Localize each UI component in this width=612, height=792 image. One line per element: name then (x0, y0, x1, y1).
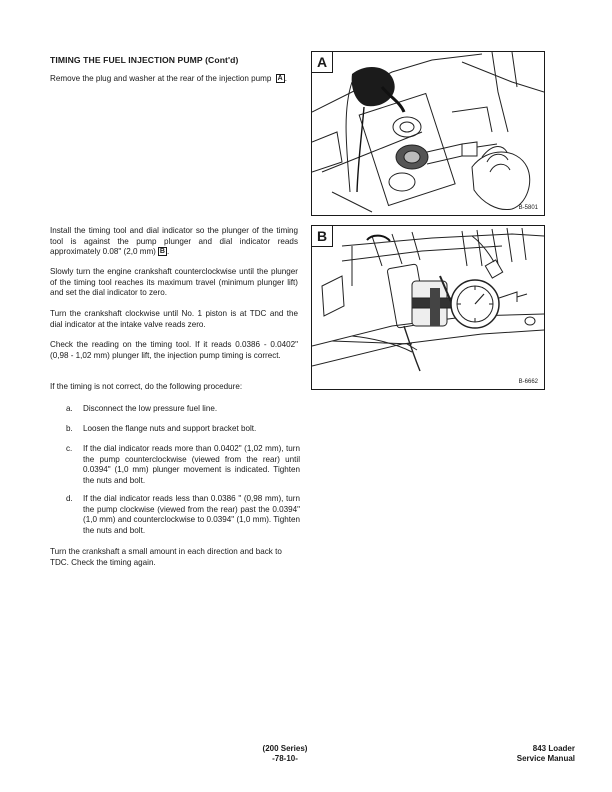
figure-b (311, 225, 545, 390)
procedure-step (66, 424, 300, 435)
install-paragraph (50, 226, 298, 258)
figure-b-code: B-6662 (518, 379, 538, 385)
figure-a-letter: A (312, 52, 333, 73)
procedure-step (66, 494, 300, 536)
step-letter: d. (66, 494, 73, 503)
injection-pump-rear-illustration (312, 52, 544, 215)
figure-a-code: B-5801 (518, 205, 538, 211)
step-letter: b. (66, 424, 73, 433)
install-text: Install the timing tool and dial indicator so the plunger of the timing tool is against the pump plunger and dial indicator reads approximately 0.08" (2,0 mm) (50, 226, 298, 257)
figure-b-letter: B (312, 226, 333, 247)
intro-paragraph (50, 74, 298, 85)
final-paragraph: Turn the crankshaft a small amount in each direction and back to TDC. Check the timing again. (50, 547, 282, 567)
step-letter: a. (66, 404, 73, 413)
crankshaft-cw-paragraph: Turn the crankshaft clockwise until No. 1 piston is at TDC and the dial indicator at the intake valve reads zero. (50, 309, 298, 329)
install-end: . (166, 247, 170, 257)
step-text: If the dial indicator reads more than 0.0402" (1,02 mm), turn the pump counterclockwise (viewed from the rear) until 0.0394" (1,0 mm) plunger movement is indicated. Tighten the nuts and bolt. (83, 444, 300, 485)
procedure-intro-paragraph: If the timing is not correct, do the following procedure: (50, 382, 243, 391)
intro-text: Remove the plug and washer at the rear of the injection pump (50, 74, 272, 83)
footer-model: 843 Loader (532, 744, 575, 753)
intro-end: . (284, 74, 287, 83)
crankshaft-ccw-paragraph: Slowly turn the engine crankshaft counterclockwise until the plunger of the timing tool reaches its maximum travel (minimum plunger lift) and set the dial indicator to zero. (50, 267, 298, 298)
step-letter: c. (66, 444, 73, 453)
figure-a-reference: A (277, 75, 283, 82)
check-reading-paragraph: Check the reading on the timing tool. If it reads 0.0386 - 0.0402" (0,98 - 1,02 mm) plunger lift, the injection pump timing is correct. (50, 340, 298, 360)
step-text: Loosen the flange nuts and support bracket bolt. (83, 424, 257, 433)
figure-b-reference: B (159, 248, 165, 256)
step-text: If the dial indicator reads less than 0.0386 " (0,98 mm), turn the pump clockwise (viewed from the rear) past the 0.0394" (1,0 mm) and counterclockwise to 0.0394" (1,0 mm). Tighten the nuts and bolt. (83, 494, 300, 535)
step-text: Disconnect the low pressure fuel line. (83, 404, 218, 413)
footer-page-number: -78-10- (272, 754, 298, 763)
section-heading: TIMING THE FUEL INJECTION PUMP (Cont'd) (50, 55, 239, 65)
footer-series-block (240, 744, 330, 764)
footer-series: (200 Series) (262, 744, 308, 753)
figure-a (311, 51, 545, 216)
procedure-step (66, 444, 300, 486)
timing-tool-dial-indicator-illustration (312, 226, 544, 389)
footer-manual-block (517, 744, 575, 764)
footer-manual-title: Service Manual (516, 754, 575, 763)
procedure-step (66, 404, 300, 415)
